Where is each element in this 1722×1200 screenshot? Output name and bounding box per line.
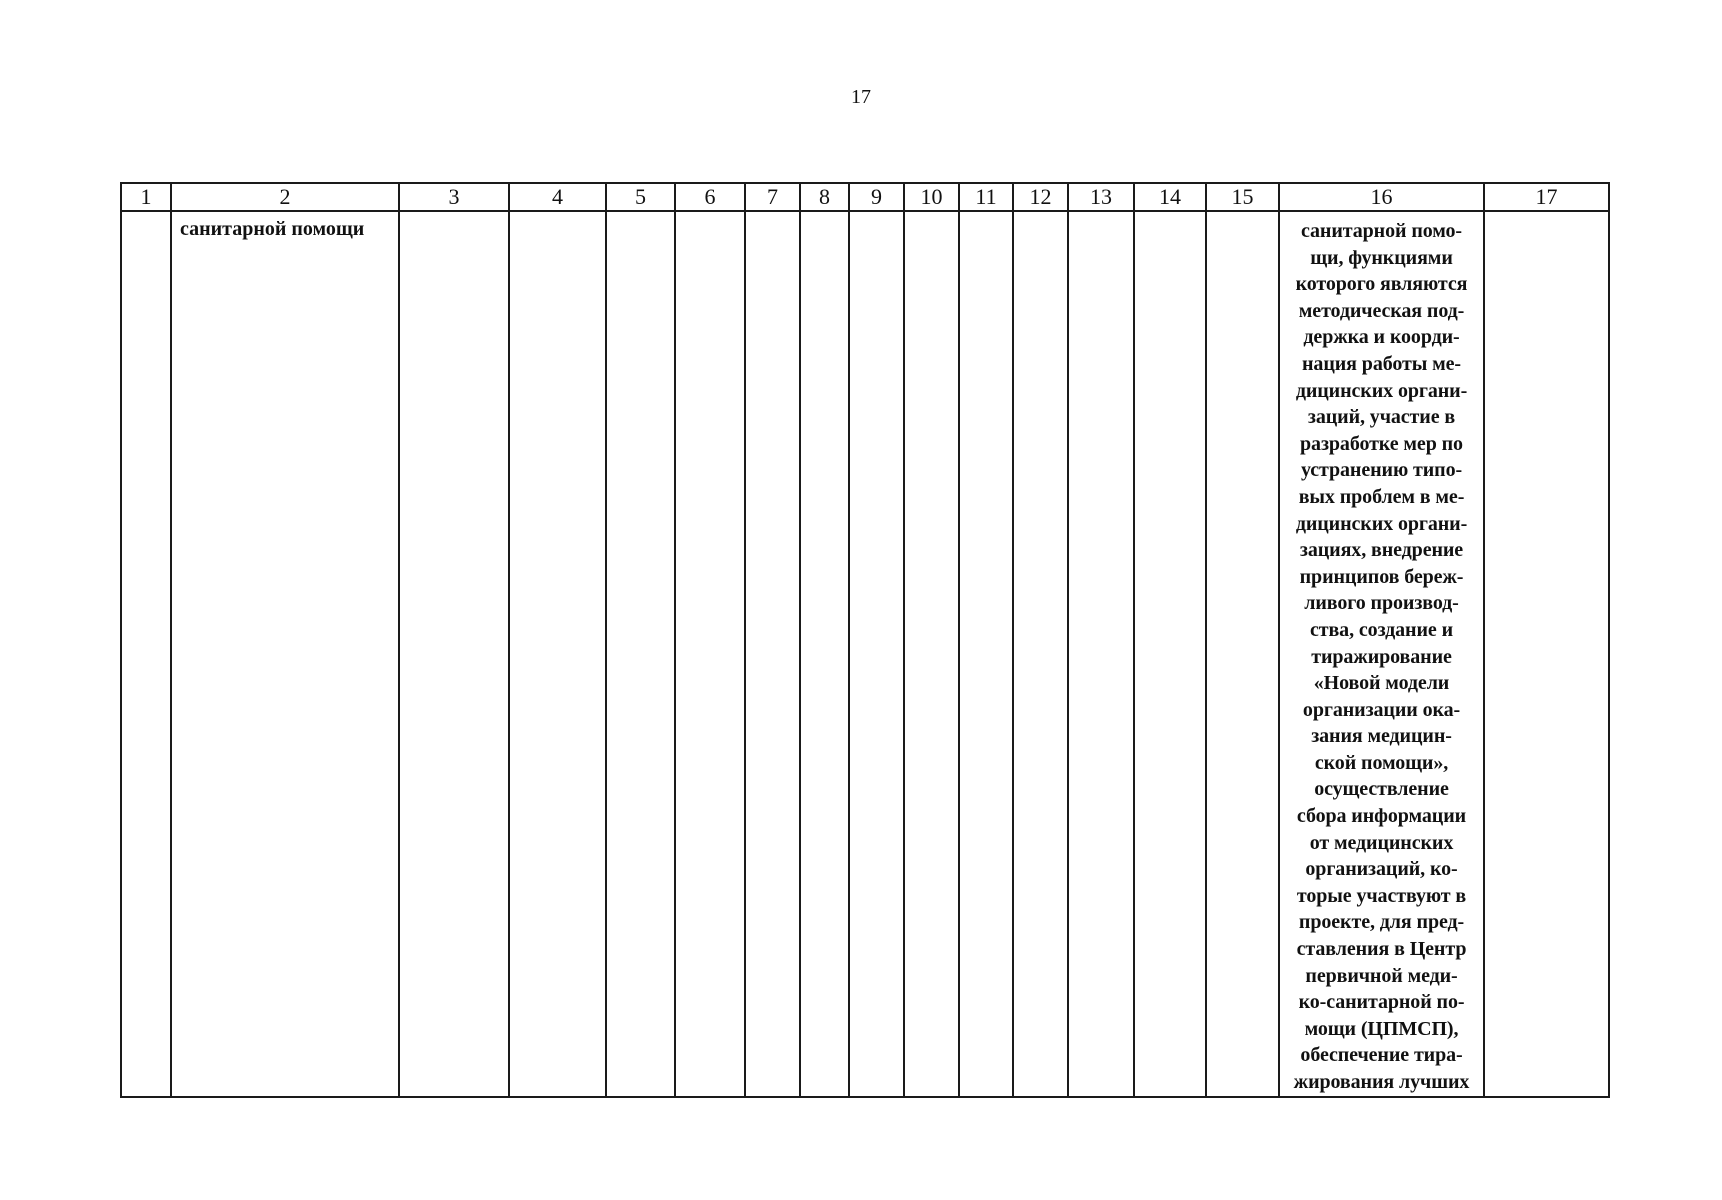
col16-line: заций, участие в	[1307, 406, 1456, 429]
col16-line: организаций, ко-	[1305, 858, 1458, 881]
column-header-8: 8	[800, 183, 849, 211]
col16-line: организации ока-	[1302, 698, 1461, 721]
col16-line: санитарной помо-	[1301, 220, 1462, 242]
column-header-10: 10	[904, 183, 959, 211]
col16-line: методическая под-	[1298, 299, 1465, 322]
col16-line: держка и коорди-	[1303, 326, 1460, 349]
col16-line: сбора информации	[1296, 805, 1467, 828]
cell-col-12	[1013, 211, 1068, 1097]
column-header-5: 5	[606, 183, 675, 211]
column-header-3: 3	[399, 183, 509, 211]
column-header-4: 4	[509, 183, 606, 211]
column-header-13: 13	[1068, 183, 1134, 211]
cell-col-16	[1279, 211, 1484, 1097]
col2-text: санитарной помощи	[180, 218, 365, 240]
col16-line: от медицинских	[1309, 831, 1454, 854]
column-header-6: 6	[675, 183, 745, 211]
col16-line: зания медицин-	[1311, 725, 1452, 748]
col16-line: зациях, внедрение	[1299, 539, 1464, 562]
col16-line: «Новой модели	[1313, 672, 1450, 695]
col16-line: мощи (ЦПМСП),	[1304, 1017, 1459, 1040]
column-header-1: 1	[121, 183, 171, 211]
col16-line: разработке мер по	[1300, 432, 1463, 455]
cell-col-8	[800, 211, 849, 1097]
col16-line: принципов береж-	[1299, 565, 1464, 588]
cell-col-17	[1484, 211, 1609, 1097]
cell-col-11	[959, 211, 1013, 1097]
column-header-2: 2	[171, 183, 399, 211]
col16-line: ской помощи»,	[1314, 751, 1449, 774]
cell-col-7	[745, 211, 800, 1097]
cell-col-9	[849, 211, 904, 1097]
cell-col-1	[121, 211, 171, 1097]
column-header-12: 12	[1013, 183, 1068, 211]
col16-line: ства, создание и	[1309, 618, 1454, 641]
cell-col-6	[675, 211, 745, 1097]
table-row	[121, 211, 1609, 1097]
cell-col-14	[1134, 211, 1206, 1097]
header-row	[121, 183, 1609, 211]
cell-col-10	[904, 211, 959, 1097]
col16-line: ко-санитарной по-	[1298, 991, 1465, 1014]
column-header-16: 16	[1279, 183, 1484, 211]
col16-line: первичной меди-	[1305, 964, 1458, 987]
document-table	[120, 182, 1610, 1098]
col16-text	[1280, 212, 1483, 1096]
col16-line: нация работы ме-	[1302, 352, 1461, 375]
col16-line: ставления в Центр	[1296, 938, 1467, 961]
col16-line: осуществление	[1314, 778, 1449, 801]
column-header-9: 9	[849, 183, 904, 211]
cell-col-2	[171, 211, 399, 1097]
col16-line: которого являются	[1295, 273, 1468, 296]
col16-line: дицинских органи-	[1295, 379, 1468, 402]
col16-line: тиражирование	[1311, 645, 1452, 668]
cell-col-15	[1206, 211, 1279, 1097]
col16-line: торые участвуют в	[1296, 884, 1467, 907]
page-number: 17	[851, 86, 871, 108]
col16-line: дицинских органи-	[1295, 512, 1468, 535]
cell-col-4	[509, 211, 606, 1097]
cell-col-13	[1068, 211, 1134, 1097]
cell-col-3	[399, 211, 509, 1097]
col16-line: щи, функциями	[1310, 246, 1453, 269]
col16-line: устранению типо-	[1300, 459, 1463, 482]
col16-line: жирования лучших	[1293, 1071, 1470, 1093]
column-header-11: 11	[959, 183, 1013, 211]
column-header-17: 17	[1484, 183, 1609, 211]
column-header-14: 14	[1134, 183, 1206, 211]
cell-col-5	[606, 211, 675, 1097]
col16-line: вых проблем в ме-	[1298, 485, 1465, 508]
col16-line: проекте, для пред-	[1298, 911, 1465, 934]
col16-line: обеспечение тира-	[1300, 1044, 1463, 1067]
col16-line: ливого производ-	[1304, 592, 1459, 615]
column-header-7: 7	[745, 183, 800, 211]
column-header-15: 15	[1206, 183, 1279, 211]
